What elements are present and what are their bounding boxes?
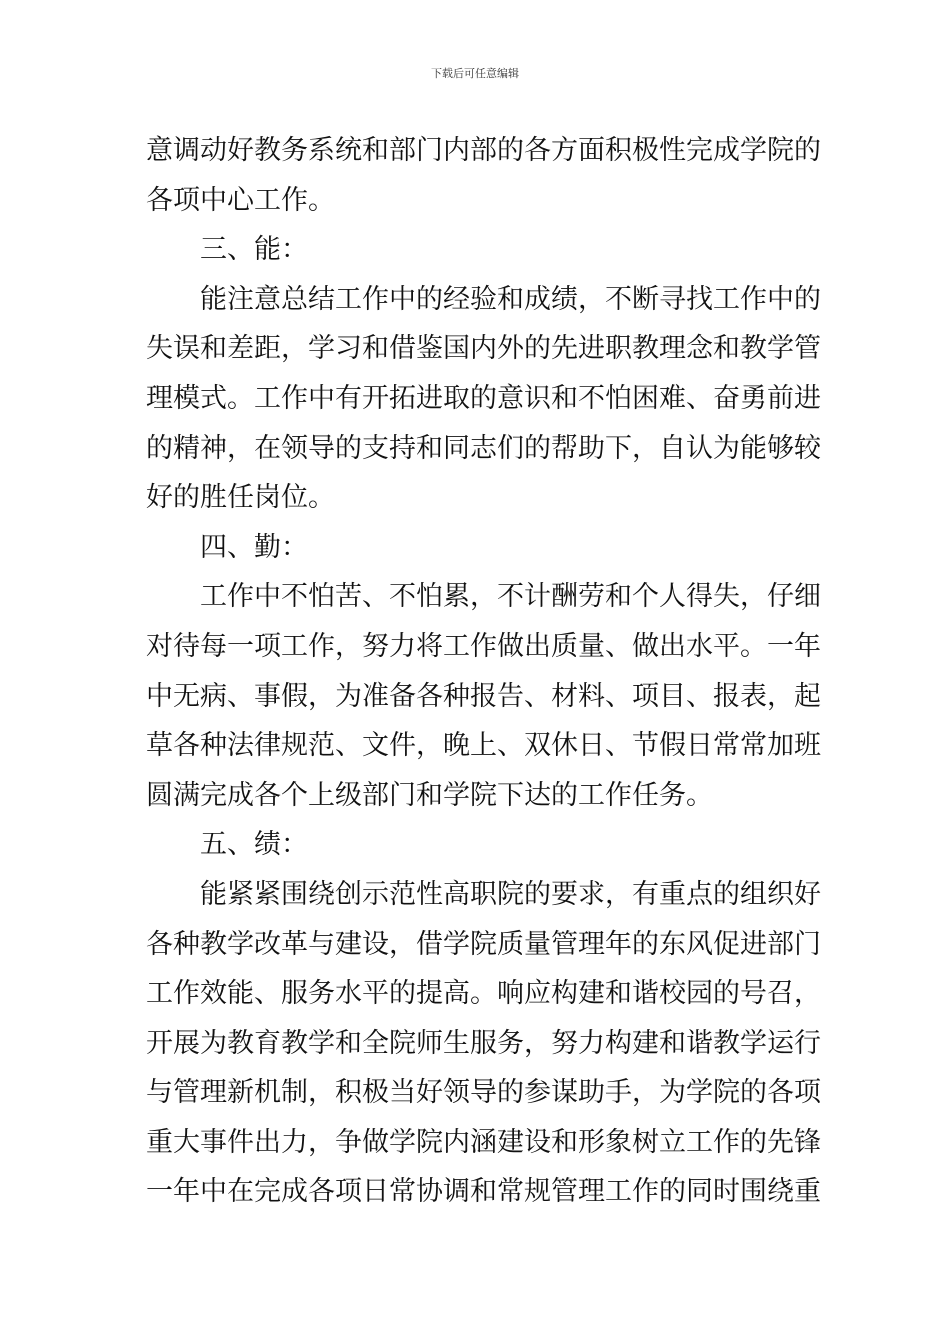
text-line: 与管理新机制，积极当好领导的参谋助手，为学院的各项 [146, 1077, 821, 1109]
page-header: 下载后可任意编辑 [431, 67, 519, 80]
text-line: 能紧紧围绕创示范性高职院的要求，有重点的组织好 [200, 878, 821, 910]
text-line: 工作中不怕苦、不怕累，不计酬劳和个人得失，仔细 [200, 581, 821, 613]
text-line: 工作效能、服务水平的提高。响应构建和谐校园的号召， [146, 978, 821, 1010]
text-line: 的精神，在领导的支持和同志们的帮助下，自认为能够较 [146, 432, 821, 464]
text-line: 中无病、事假，为准备各种报告、材料、项目、报表，起 [146, 680, 821, 712]
section-heading: 三、能： [200, 234, 308, 266]
document-body [146, 126, 821, 1217]
text-line: 开展为教育教学和全院师生服务，努力构建和谐教学运行 [146, 1027, 821, 1059]
text-line: 对待每一项工作，努力将工作做出质量、做出水平。一年 [146, 630, 821, 662]
text-line: 能注意总结工作中的经验和成绩，不断寻找工作中的 [200, 283, 821, 315]
text-line: 各项中心工作。 [146, 184, 335, 216]
section-heading: 四、勤： [200, 531, 308, 563]
text-line: 好的胜任岗位。 [146, 482, 335, 514]
text-line: 圆满完成各个上级部门和学院下达的工作任务。 [146, 779, 713, 811]
text-line: 一年中在完成各项日常协调和常规管理工作的同时围绕重 [146, 1176, 821, 1208]
text-line: 意调动好教务系统和部门内部的各方面积极性完成学院的 [146, 135, 821, 166]
text-line: 理模式。工作中有开拓进取的意识和不怕困难、奋勇前进 [146, 382, 821, 414]
text-line: 失误和差距，学习和借鉴国内外的先进职教理念和教学管 [146, 333, 821, 365]
text-line: 草各种法律规范、文件，晚上、双休日、节假日常常加班 [146, 730, 821, 762]
text-line: 各种教学改革与建设，借学院质量管理年的东风促进部门 [146, 928, 821, 960]
text-line: 重大事件出力，争做学院内涵建设和形象树立工作的先锋 [146, 1126, 821, 1158]
section-heading: 五、绩： [200, 829, 308, 861]
